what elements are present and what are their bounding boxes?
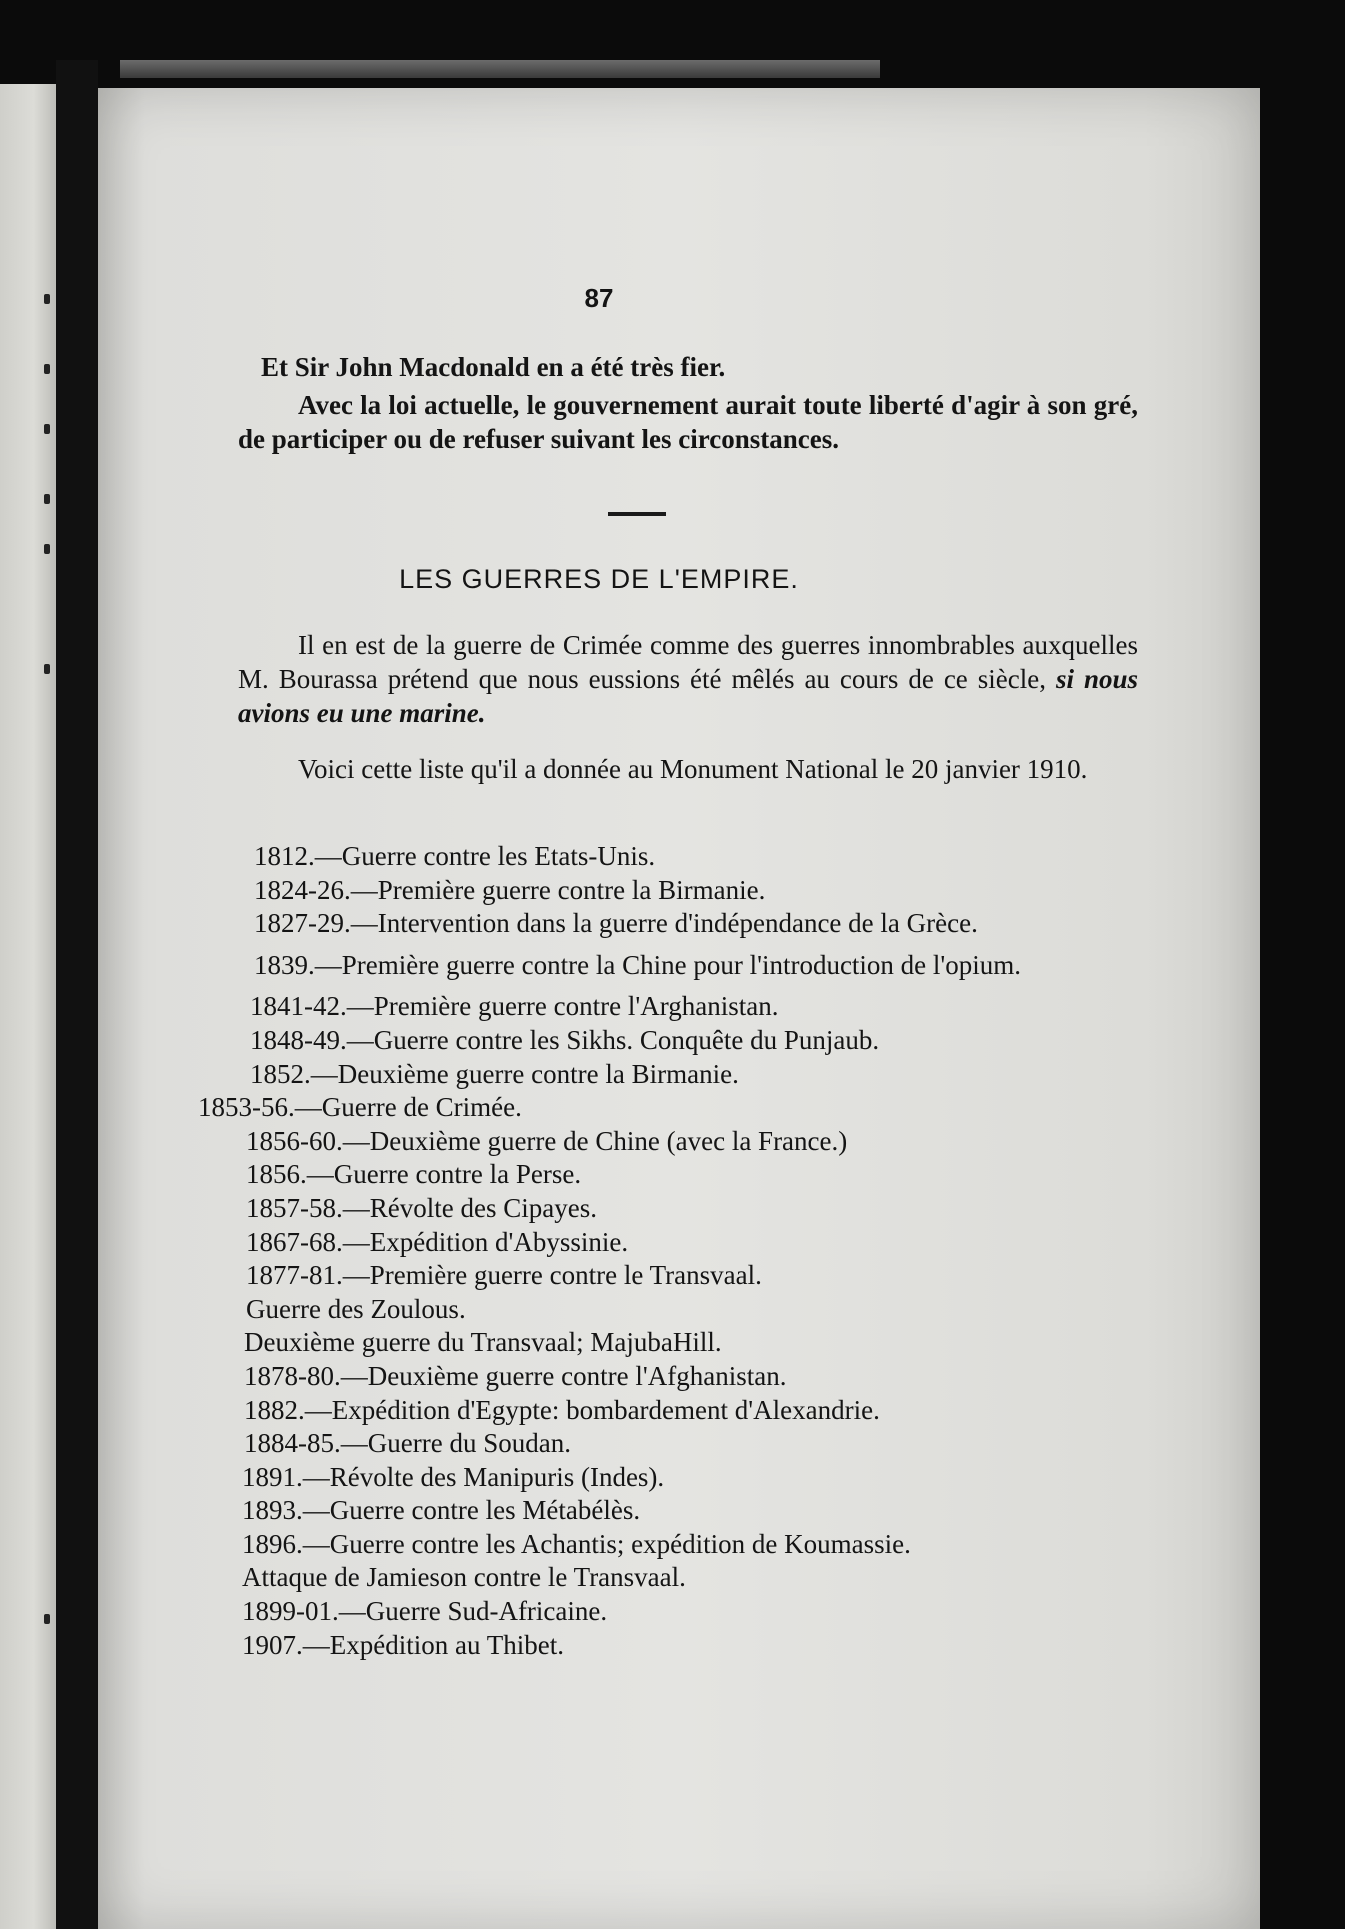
- list-item: 1896.—Guerre contre les Achantis; expédition de Koumassie.: [242, 1528, 911, 1559]
- list-item: 1907.—Expédition au Thibet.: [242, 1629, 564, 1660]
- list-item: 1891.—Révolte des Manipuris (Indes).: [242, 1461, 665, 1492]
- list-item: Attaque de Jamieson contre le Transvaal.: [242, 1562, 686, 1593]
- page-number: 87: [584, 283, 614, 313]
- scan-top-edge: [120, 60, 880, 78]
- list-item: 1852.—Deuxième guerre contre la Birmanie.: [250, 1058, 739, 1089]
- facing-page-mark: [44, 364, 50, 374]
- list-item: 1827-29.—Intervention dans la guerre d'indépendance de la Grèce.: [254, 908, 978, 939]
- list-item: 1856.—Guerre contre la Perse.: [246, 1159, 582, 1190]
- section-heading: LES GUERRES DE L'EMPIRE.: [399, 564, 799, 594]
- list-item: Guerre des Zoulous.: [246, 1293, 466, 1324]
- list-item: 1867-68.—Expédition d'Abyssinie.: [246, 1226, 629, 1257]
- list-item: 1857-58.—Révolte des Cipayes.: [246, 1192, 597, 1223]
- section-divider: [608, 512, 666, 516]
- list-item: 1893.—Guerre contre les Métabélès.: [242, 1495, 641, 1526]
- list-item: 1882.—Expédition d'Egypte: bombardement d'Alexandrie.: [244, 1394, 880, 1425]
- list-item: 1853-56.—Guerre de Crimée.: [198, 1092, 522, 1123]
- facing-page-edge: [0, 84, 56, 1929]
- book-gutter: [56, 60, 98, 1929]
- book-page: [98, 88, 1260, 1929]
- list-item: 1824-26.—Première guerre contre la Birmanie.: [254, 874, 766, 905]
- paragraph-loi-actuelle: Avec la loi actuelle, le gouvernement aurait toute liberté d'agir à son gré, de participer ou de refuser suivant les circonstances.: [238, 390, 1138, 454]
- paragraph-liste: Voici cette liste qu'il a donnée au Monument National le 20 janvier 1910.: [298, 754, 1088, 784]
- list-item: 1839.—Première guerre contre la Chine pour l'introduction de l'opium.: [254, 949, 1022, 980]
- paragraph-crimee-italic: si nous avions eu une marine.: [238, 664, 1138, 728]
- list-item: 1848-49.—Guerre contre les Sikhs. Conquête du Punjaub.: [250, 1024, 880, 1055]
- war-list: [166, 840, 1166, 1662]
- list-item: 1812.—Guerre contre les Etats-Unis.: [254, 841, 656, 871]
- list-item: 1899-01.—Guerre Sud-Africaine.: [242, 1596, 608, 1627]
- list-item: 1856-60.—Deuxième guerre de Chine (avec la France.): [246, 1125, 848, 1156]
- facing-page-mark: [44, 1614, 50, 1624]
- paragraph-crimee-text: Il en est de la guerre de Crimée comme des guerres innombrables auxquelles M. Bourassa prétend que nous eussions été mêlés au cours de ce siècle,: [238, 630, 1138, 694]
- list-item: 1877-81.—Première guerre contre le Transvaal.: [246, 1260, 762, 1291]
- paragraph-crimee: [238, 628, 1138, 730]
- scan-right-border: [1260, 100, 1345, 1929]
- list-item: Deuxième guerre du Transvaal; MajubaHill.: [244, 1327, 722, 1358]
- list-item: 1841-42.—Première guerre contre l'Arghanistan.: [250, 991, 779, 1022]
- facing-page-mark: [44, 544, 50, 554]
- list-item: 1878-80.—Deuxième guerre contre l'Afghanistan.: [244, 1360, 787, 1391]
- facing-page-mark: [44, 664, 50, 674]
- facing-page-mark: [44, 294, 50, 304]
- list-item: 1884-85.—Guerre du Soudan.: [244, 1428, 571, 1459]
- facing-page-mark: [44, 494, 50, 504]
- paragraph-macdonald: Et Sir John Macdonald en a été très fier.: [261, 352, 726, 382]
- facing-page-mark: [44, 424, 50, 434]
